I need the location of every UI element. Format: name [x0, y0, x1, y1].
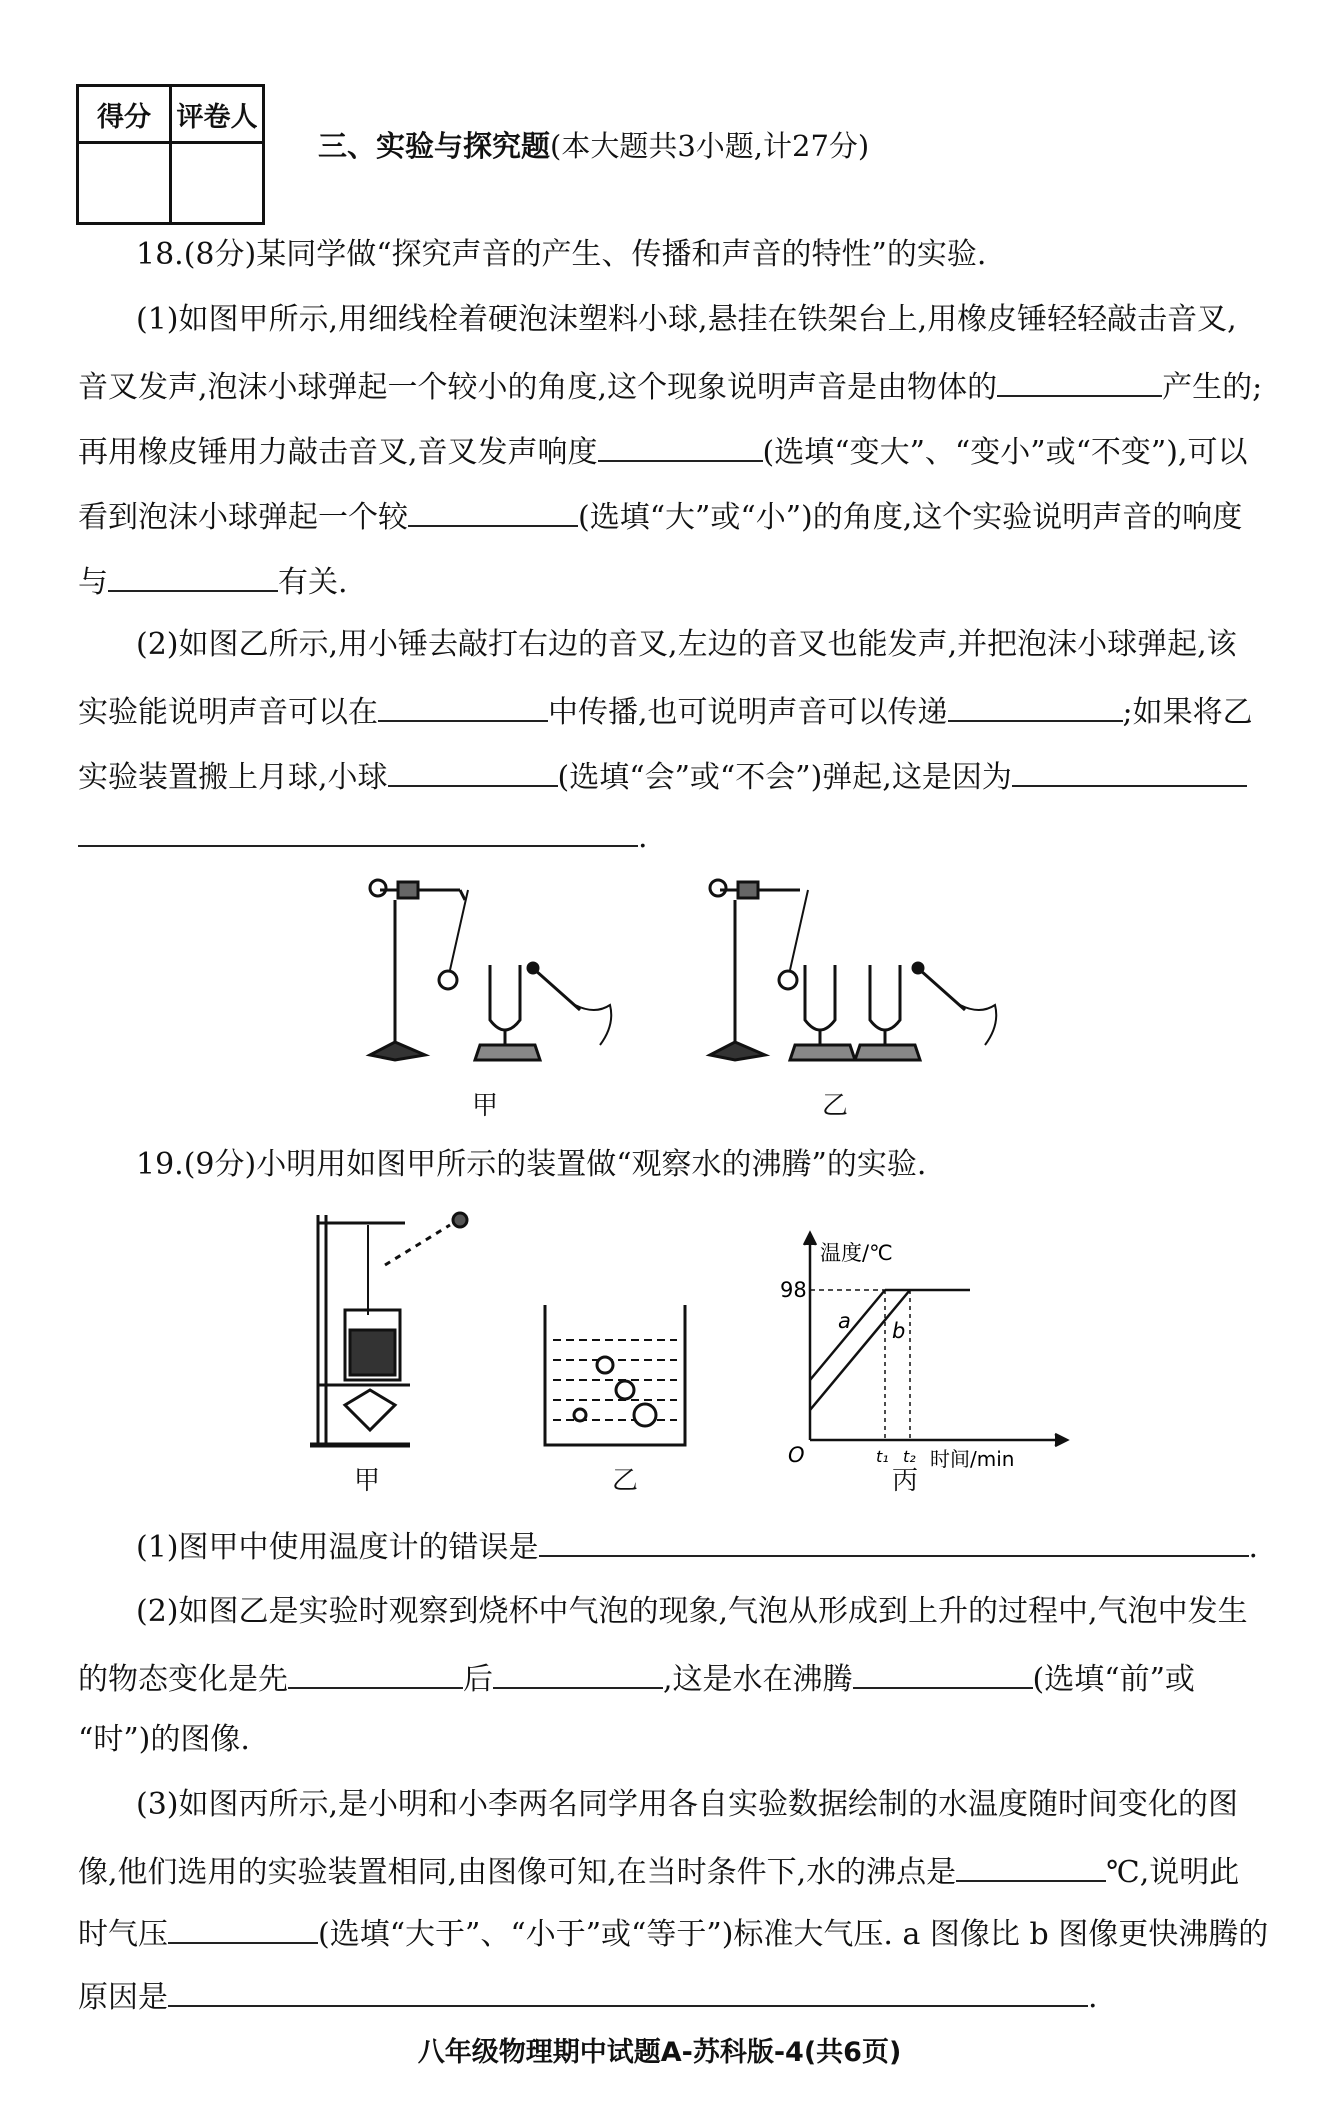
section-title [318, 126, 869, 166]
q18-text: (选填“变大”、“变小”或“不变”),可以 [762, 435, 1248, 470]
q18-p1-line1: (1)如图甲所示,用细线栓着硬泡沫塑料小球,悬挂在铁架台上,用橡皮锤轻轻敲击音叉, [136, 302, 1237, 337]
q18-text: 音叉发声,泡沫小球弹起一个较小的角度,这个现象说明声音是由物体的 [78, 370, 998, 405]
q19-p3-line3 [78, 1912, 1268, 1955]
q19-text: 后 [463, 1662, 493, 1697]
graph-t1: t₁ [876, 1447, 889, 1466]
q18-text: (选填“大”或“小”)的角度,这个实验说明声音的响度 [578, 500, 1243, 535]
answer-blank-vibration[interactable] [997, 365, 1162, 397]
line-b [810, 1290, 910, 1410]
answer-blank-pressure[interactable] [168, 1912, 318, 1944]
q18-text: 产生的; [1162, 370, 1263, 405]
q18-text: 看到泡沫小球弹起一个较 [78, 500, 408, 535]
q19-p2-line3: “时”)的图像. [78, 1722, 250, 1757]
section-heading: 三、实验与探究题 [318, 129, 551, 163]
q18-p1-line3 [78, 430, 1248, 473]
q18-text: . [638, 820, 648, 855]
q18-text: 中传播,也可说明声音可以传递 [548, 695, 948, 730]
q18-text: (选填“会”或“不会”)弹起,这是因为 [557, 760, 1012, 795]
q18-text: 有关. [278, 565, 348, 600]
answer-blank-then[interactable] [493, 1657, 663, 1689]
q19-p2-line2 [78, 1657, 1195, 1700]
q19-text: 时气压 [78, 1917, 168, 1952]
graph-a: a [838, 1309, 851, 1333]
q19-text: 原因是 [78, 1980, 168, 2015]
graph-b: b [892, 1319, 906, 1343]
q18-p2-line2 [78, 690, 1253, 733]
boiling-apparatus [310, 1213, 467, 1445]
section-note: (本大题共3小题,计27分) [550, 129, 870, 163]
answer-blank-thermometer[interactable] [539, 1525, 1249, 1557]
q18-text: 实验装置搬上月球,小球 [78, 760, 388, 795]
graph-origin: O [788, 1443, 805, 1467]
q19-caption-yi: 乙 [612, 1466, 639, 1496]
q19-graph [780, 1230, 1080, 1470]
q19-text: (选填“前”或 [1032, 1662, 1195, 1697]
graph-t2: t₂ [903, 1447, 916, 1466]
q18-p2-line1: (2)如图乙所示,用小锤去敲打右边的音叉,左边的音叉也能发声,并把泡沫小球弹起,该 [136, 627, 1237, 662]
answer-blank-moon[interactable] [388, 755, 558, 787]
q19-p3-line4 [78, 1975, 1098, 2018]
q18-text: 实验能说明声音可以在 [78, 695, 378, 730]
q19-p2-line1: (2)如图乙是实验时观察到烧杯中气泡的现象,气泡从形成到上升的过程中,气泡中发生 [136, 1594, 1248, 1629]
q18-p1-line2 [78, 365, 1262, 408]
q19-text: . [1088, 1980, 1098, 2015]
score-box [76, 84, 265, 225]
answer-blank-transmit[interactable] [948, 690, 1123, 722]
q19-caption-jia: 甲 [354, 1466, 381, 1496]
q19-text: (1)图甲中使用温度计的错误是 [136, 1530, 539, 1565]
q19-p1 [136, 1525, 1258, 1568]
q18-p1-line5 [78, 560, 348, 603]
score-cell[interactable] [78, 143, 171, 224]
answer-blank-loudness[interactable] [598, 430, 763, 462]
q18-p2-line4 [78, 815, 648, 858]
graph-y98: 98 [780, 1278, 807, 1302]
q19-p3-line2 [78, 1850, 1239, 1893]
q18-caption-yi: 乙 [822, 1091, 849, 1121]
grader-label: 评卷人 [171, 86, 264, 143]
score-label: 得分 [78, 86, 171, 143]
graph-ylabel: 温度/℃ [820, 1241, 893, 1265]
answer-blank-reason[interactable] [1012, 755, 1247, 787]
q19-figure-left [290, 1205, 740, 1475]
q18-caption-jia: 甲 [472, 1091, 499, 1121]
answer-blank-reason-cont[interactable] [78, 815, 638, 847]
graph-xlabel: 时间/min [930, 1447, 1015, 1470]
q19-text: . [1248, 1530, 1259, 1565]
q18-p1-line4 [78, 495, 1242, 538]
q19-text: 像,他们选用的实验装置相同,由图像可知,在当时条件下,水的沸点是 [78, 1855, 957, 1890]
q18-p2-line3 [78, 755, 1247, 798]
answer-blank-boiling-point[interactable] [956, 1850, 1106, 1882]
beaker-bubbles [545, 1305, 685, 1445]
answer-blank-faster-reason[interactable] [168, 1975, 1088, 2007]
answer-blank-first[interactable] [288, 1657, 463, 1689]
q19-p3-line1: (3)如图丙所示,是小明和小李两名同学用各自实验数据绘制的水温度随时间变化的图 [136, 1787, 1239, 1822]
q19-caption-bing: 丙 [892, 1466, 919, 1496]
grader-cell[interactable] [171, 143, 264, 224]
apparatus-yi [710, 880, 996, 1060]
q18-figure [350, 870, 1050, 1120]
q18-text: 与 [78, 565, 108, 600]
answer-blank-before-during[interactable] [853, 1657, 1033, 1689]
q18-text: ;如果将乙 [1122, 695, 1253, 730]
apparatus-jia [370, 880, 611, 1060]
page-footer: 八年级物理期中试题A-苏科版-4(共6页) [417, 2037, 902, 2068]
q18-text: 再用橡皮锤用力敲击音叉,音叉发声响度 [78, 435, 598, 470]
answer-blank-related[interactable] [108, 560, 278, 592]
answer-blank-angle[interactable] [408, 495, 578, 527]
q18-stem: 18.(8分)某同学做“探究声音的产生、传播和声音的特性”的实验. [136, 237, 987, 272]
q19-text: 的物态变化是先 [78, 1662, 288, 1697]
answer-blank-medium[interactable] [378, 690, 548, 722]
q19-stem: 19.(9分)小明用如图甲所示的装置做“观察水的沸腾”的实验. [136, 1147, 927, 1182]
q19-text: ,这是水在沸腾 [663, 1662, 853, 1697]
q19-text: (选填“大于”、“小于”或“等于”)标准大气压. a 图像比 b 图像更快沸腾的 [318, 1917, 1269, 1952]
q19-text: ℃,说明此 [1106, 1855, 1240, 1890]
